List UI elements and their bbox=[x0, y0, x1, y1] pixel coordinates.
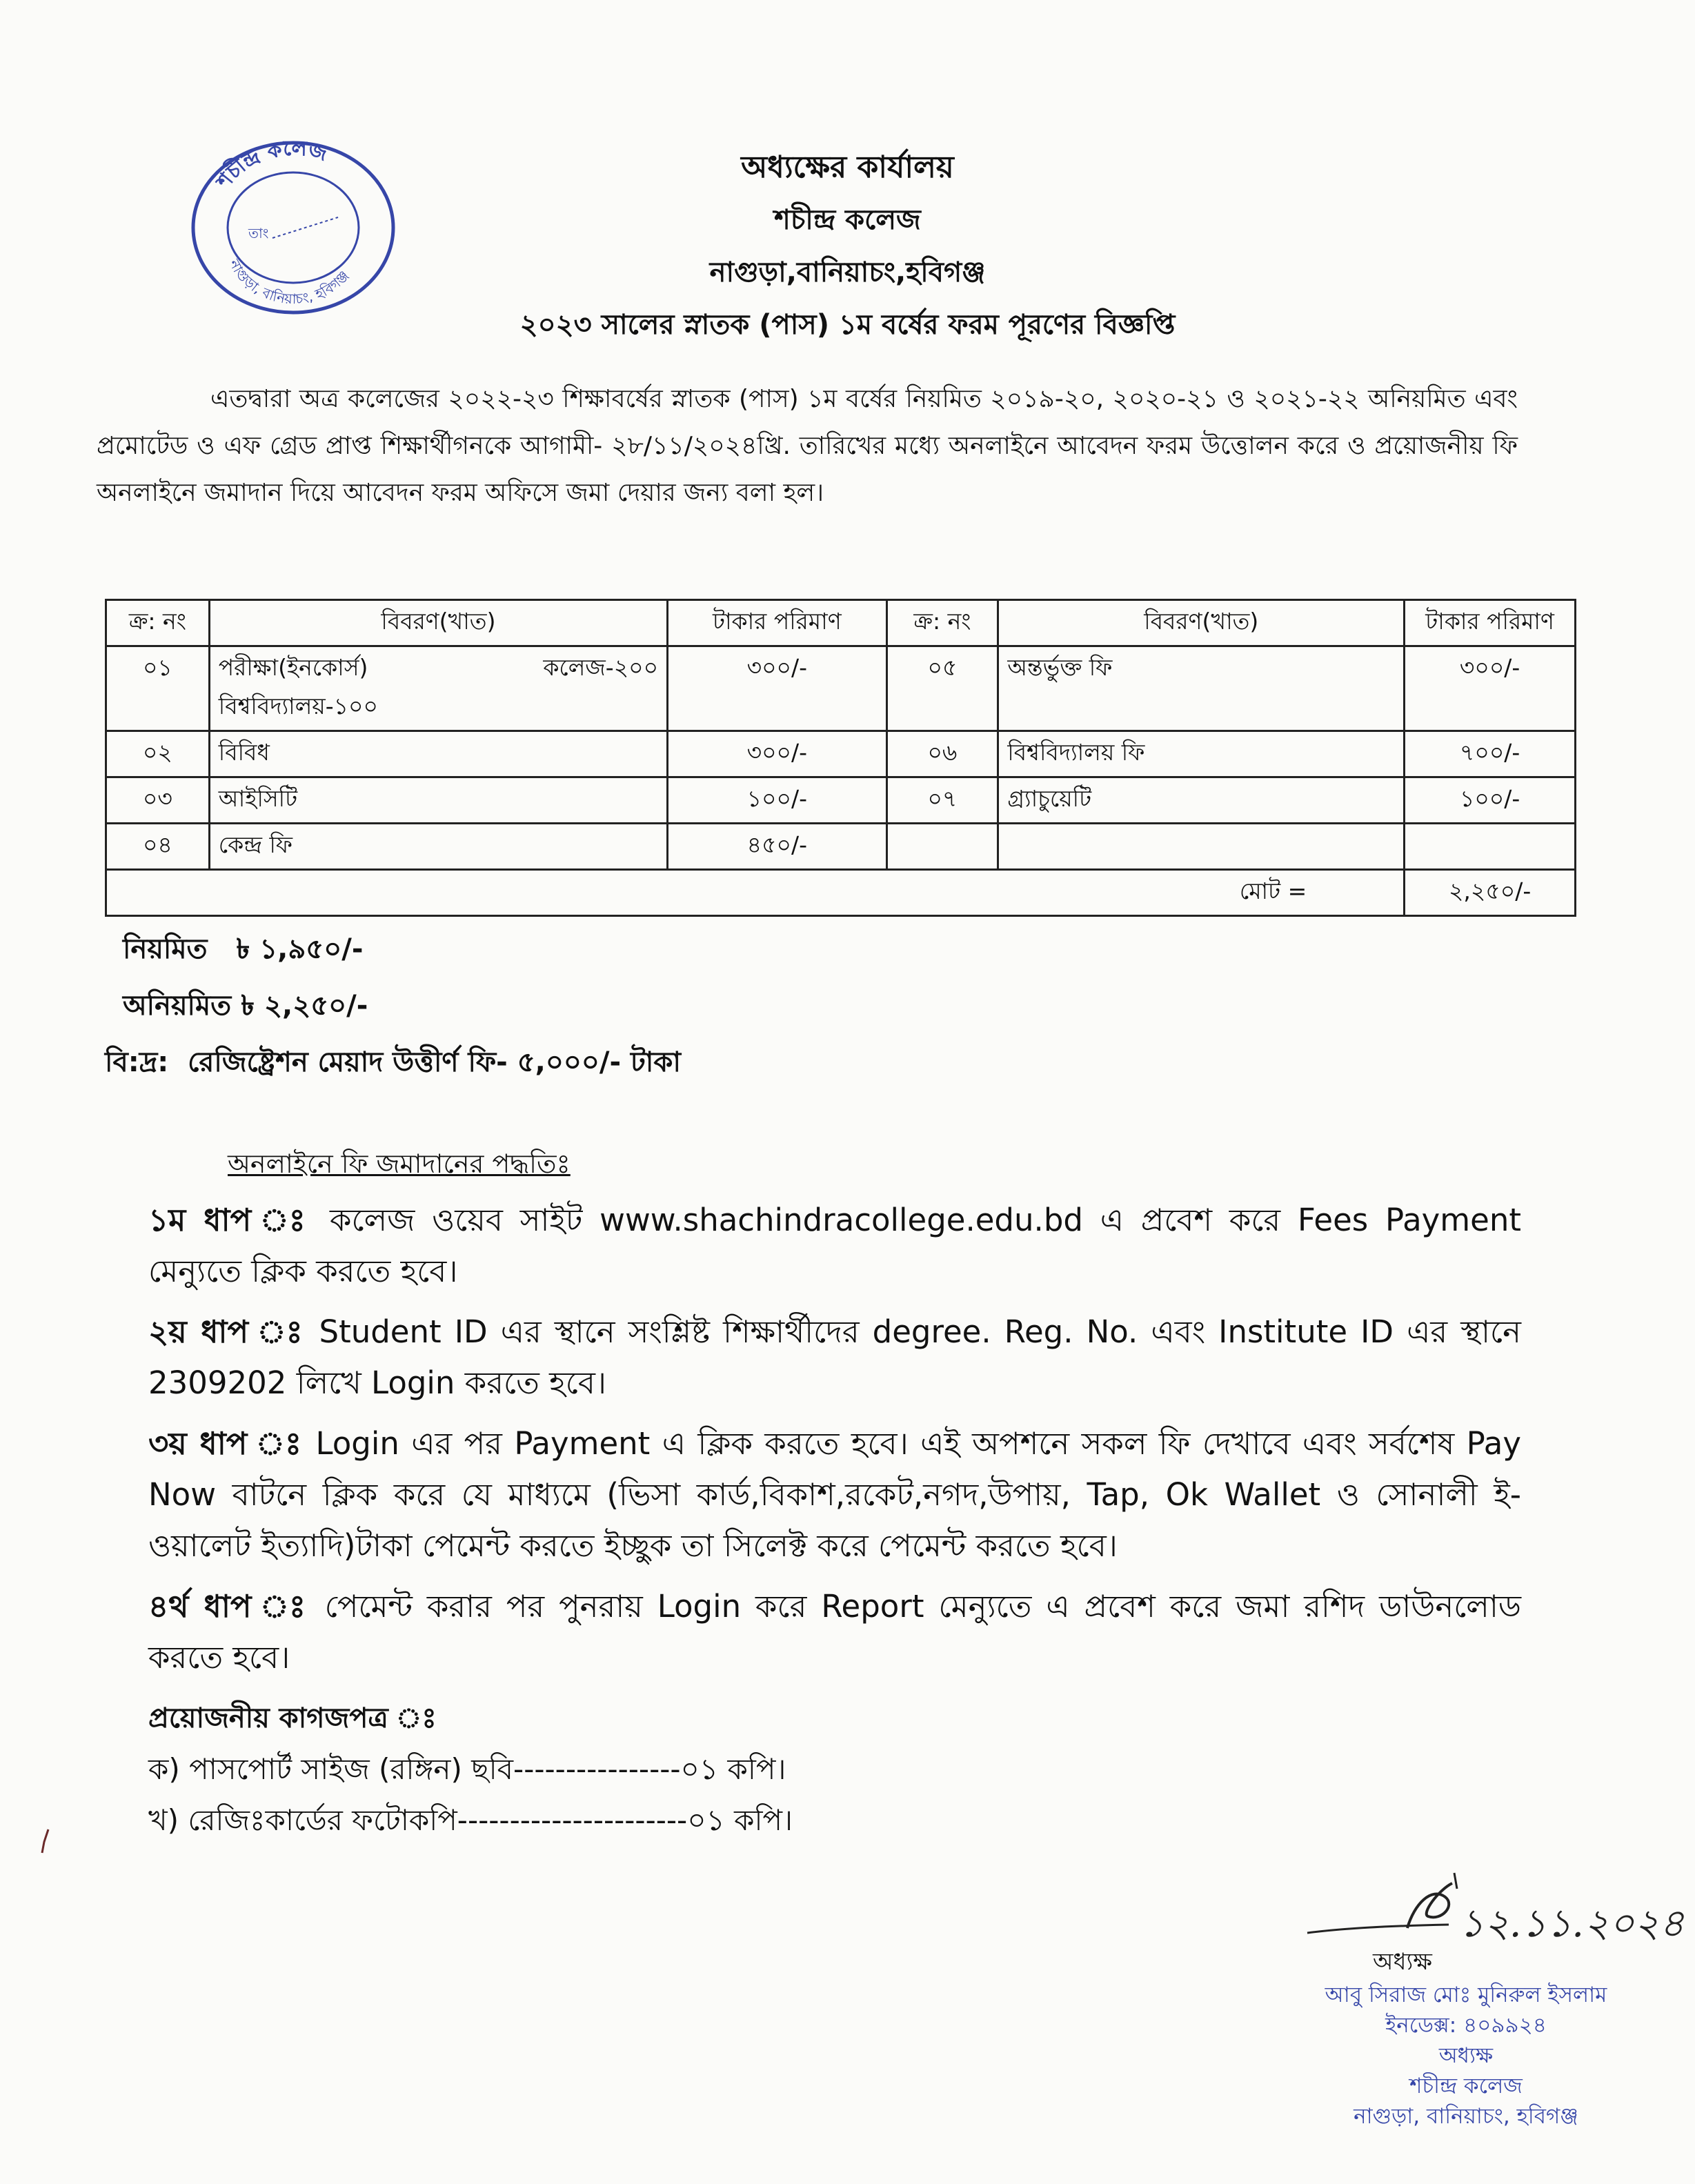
col-amount: টাকার পরিমাণ bbox=[1405, 600, 1576, 646]
principal-seal bbox=[1304, 1980, 1628, 2132]
step-label: ৪র্থ ধাপ ঃ bbox=[148, 1588, 310, 1625]
document-item: খ) রেজিঃকার্ডের ফটোকপি----------------------০১ কপি। bbox=[148, 1803, 793, 1837]
serial-cell: ০১ bbox=[106, 646, 210, 731]
total-label: মোট = bbox=[106, 870, 1405, 916]
description-cell: অন্তর্ভুক্ত ফি bbox=[998, 646, 1405, 731]
amount-cell: ৪৫০/- bbox=[668, 824, 886, 870]
steps-title: অনলাইনে ফি জমাদানের পদ্ধতিঃ bbox=[228, 1149, 571, 1179]
fee-table bbox=[105, 599, 1576, 917]
irregular-label: অনিয়মিত bbox=[123, 990, 232, 1022]
serial-cell: ০২ bbox=[106, 731, 210, 777]
step-text: কলেজ ওয়েব সাইট www.shachindracollege.edu.bd এ প্রবেশ করে Fees Payment মেন্যুতে ক্লিক করতে হবে। bbox=[148, 1202, 1521, 1289]
item-split: কলেজ-২০০ bbox=[543, 654, 659, 681]
serial-cell: ০৭ bbox=[886, 777, 998, 824]
serial-cell: ০৫ bbox=[886, 646, 998, 731]
item-split: বিশ্ববিদ্যালয়-১০০ bbox=[218, 693, 378, 719]
col-description: বিবরণ(খাত) bbox=[998, 600, 1405, 646]
step-text: Login এর পর Payment এ ক্লিক করতে হবে। এই অপশনে সকল ফি দেখাবে এবং সর্বশেষ Pay Now বাটনে ক্লিক করে যে মাধ্যমে (ভিসা কার্ড,বিকাশ,রকেট,নগদ,উপায়, Tap, Ok Wallet ও সোনালী ই-ওয়ালেট ইত্যাদি)টাকা পেমেন্ট করতে ইচ্ছুক তা সিলেক্ট করে পেমেন্ট করতে হবে। bbox=[148, 1425, 1521, 1564]
col-description: বিবরণ(খাত) bbox=[209, 600, 667, 646]
amount-cell: ৩০০/- bbox=[668, 731, 886, 777]
step-text: পেমেন্ট করার পর পুনরায় Login করে Report মেন্যুতে এ প্রবেশ করে জমা রশিদ ডাউনলোড করতে হবে। bbox=[148, 1588, 1521, 1676]
step-item bbox=[148, 1418, 1521, 1571]
amount-cell: ১০০/- bbox=[668, 777, 886, 824]
fee-table-header bbox=[106, 600, 1576, 646]
step-item bbox=[148, 1307, 1521, 1409]
college-address: নাগুড়া,বানিয়াচং,হবিগঞ্জ bbox=[709, 257, 986, 288]
notice-body: এতদ্বারা অত্র কলেজের ২০২২-২৩ শিক্ষাবর্ষের স্নাতক (পাস) ১ম বর্ষের নিয়মিত ২০১৯-২০, ২০২০-২১ ও ২০২১-২২ অনিয়মিত এবং প্রমোটেড ও এফ গ্রেড প্রাপ্ত শিক্ষার্থীগনকে আগামী- ২৮/১১/২০২৪খ্রি. তারিখের মধ্যে অনলাইনে আবেদন ফরম উত্তোলন করে ও প্রয়োজনীয় ফি অনলাইনে জমাদান দিয়ে আবেদন ফরম অফিসে জমা দেয়ার জন্য বলা হল। bbox=[97, 385, 1518, 507]
serial-cell bbox=[886, 824, 998, 870]
fee-summary bbox=[105, 921, 681, 1091]
serial-cell: ০৪ bbox=[106, 824, 210, 870]
amount-cell: ৭০০/- bbox=[1405, 731, 1576, 777]
note-label: বি:দ্র: bbox=[105, 1046, 169, 1078]
table-row bbox=[106, 731, 1576, 777]
seal-college: শচীন্দ্র কলেজ bbox=[1409, 2074, 1523, 2098]
step-label: ২য় ধাপ ঃ bbox=[148, 1313, 306, 1350]
document-item: ক) পাসপোর্ট সাইজ (রঙ্গিন) ছবি----------------০১ কপি। bbox=[148, 1752, 786, 1786]
seal-index: ইনডেক্স: ৪০৯৯২৪ bbox=[1385, 2013, 1547, 2038]
col-amount: টাকার পরিমাণ bbox=[668, 600, 886, 646]
step-label: ১ম ধাপ ঃ bbox=[148, 1202, 313, 1238]
amount-cell: ৩০০/- bbox=[668, 646, 886, 731]
seal-place: নাগুড়া, বানিয়াচং, হবিগঞ্জ bbox=[1354, 2104, 1578, 2129]
description-cell: কেন্দ্র ফি bbox=[209, 824, 667, 870]
col-serial: ক্র: নং bbox=[886, 600, 998, 646]
payment-steps bbox=[148, 1138, 1521, 1846]
total-value: ২,২৫০/- bbox=[1405, 870, 1576, 916]
college-name: শচীন্দ্র কলেজ bbox=[774, 204, 921, 236]
seal-name: আবু সিরাজ মোঃ মুনিরুল ইসলাম bbox=[1325, 1983, 1607, 2007]
regular-label: নিয়মিত bbox=[123, 933, 208, 965]
seal-role: অধ্যক্ষ bbox=[1438, 2043, 1494, 2068]
item-name: পরীক্ষা(ইনকোর্স) bbox=[218, 654, 368, 681]
serial-cell: ০৬ bbox=[886, 731, 998, 777]
table-row bbox=[106, 646, 1576, 731]
serial-cell: ০৩ bbox=[106, 777, 210, 824]
regular-value: ৳ ১,৯৫০/- bbox=[236, 933, 364, 965]
documents-title: প্রয়োজনীয় কাগজপত্র ঃ bbox=[148, 1702, 437, 1734]
note-text: রেজিষ্ট্রেশন মেয়াদ উত্তীর্ণ ফি- ৫,০০০/- টাকা bbox=[188, 1046, 681, 1078]
stamp-bottom-text: নাগুড়া, বানিয়াচং, হবিগঞ্জ bbox=[226, 256, 353, 308]
description-cell: বিশ্ববিদ্যালয় ফি bbox=[998, 731, 1405, 777]
step-item bbox=[148, 1195, 1521, 1297]
amount-cell: ৩০০/- bbox=[1405, 646, 1576, 731]
amount-cell: ১০০/- bbox=[1405, 777, 1576, 824]
table-row bbox=[106, 824, 1576, 870]
step-item bbox=[148, 1581, 1521, 1683]
notice-title: ২০২৩ সালের স্নাতক (পাস) ১ম বর্ষের ফরম পূরণের বিজ্ঞপ্তি bbox=[519, 309, 1176, 341]
office-title: অধ্যক্ষের কার্যালয় bbox=[741, 150, 954, 185]
pen-mark bbox=[40, 1828, 51, 1856]
signature-date: ১২.১১.২০২৪ bbox=[1459, 1901, 1685, 1946]
table-row bbox=[106, 777, 1576, 824]
description-cell: গ্র্যাচুয়েটি bbox=[998, 777, 1405, 824]
stamp-date-label: তাং bbox=[248, 225, 269, 241]
description-cell bbox=[209, 646, 667, 731]
description-cell: বিবিধ bbox=[209, 731, 667, 777]
description-cell bbox=[998, 824, 1405, 870]
notice-header bbox=[0, 141, 1695, 351]
irregular-value: ৳ ২,২৫০/- bbox=[241, 990, 368, 1022]
col-serial: ক্র: নং bbox=[106, 600, 210, 646]
step-text: Student ID এর স্থানে সংশ্লিষ্ট শিক্ষার্থীদের degree. Reg. No. এবং Institute ID এর স্থানে 2309202 লিখে Login করতে হবে। bbox=[148, 1313, 1521, 1401]
total-row bbox=[106, 870, 1576, 916]
description-cell: আইসিটি bbox=[209, 777, 667, 824]
step-label: ৩য় ধাপ ঃ bbox=[148, 1425, 304, 1462]
amount-cell bbox=[1405, 824, 1576, 870]
stamp-top-text: শচীন্দ্র কলেজ bbox=[212, 136, 330, 193]
signature-role: অধ্যক্ষ bbox=[1373, 1948, 1432, 1976]
signature-block bbox=[1304, 1856, 1690, 2180]
